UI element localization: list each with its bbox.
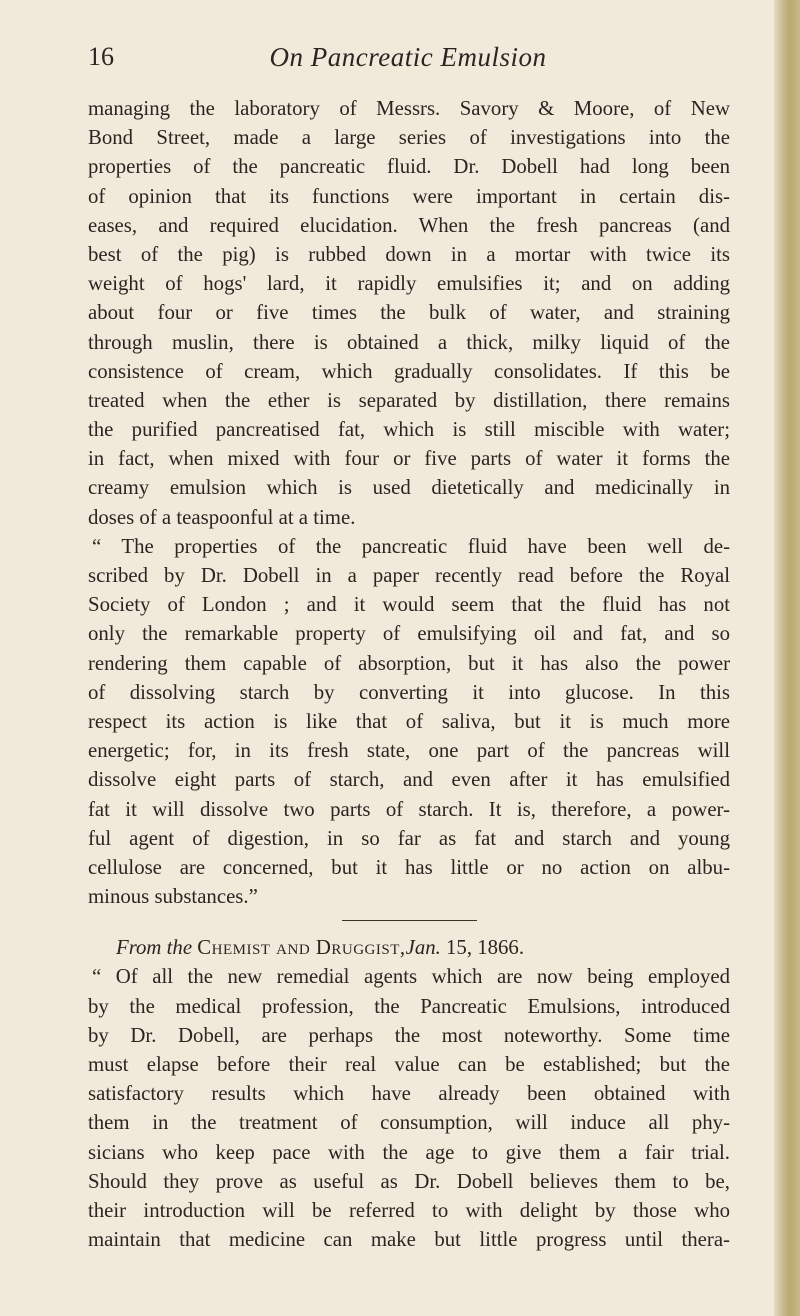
text-line: dissolve eight parts of starch, and even after it has emulsified <box>88 768 730 792</box>
text-line: maintain that medicine can make but little progress until thera- <box>88 1228 730 1252</box>
text-line: “ The properties of the pancreatic fluid have been well de- <box>92 534 730 558</box>
text-line: fat it will dissolve two parts of starch. It is, therefore, a power- <box>88 797 730 821</box>
paragraph-2 <box>88 532 730 911</box>
text-line: Bond Street, made a large series of investigations into the <box>88 126 730 150</box>
text-line: by the medical profession, the Pancreatic Emulsions, introduced <box>88 994 730 1018</box>
paragraph-1 <box>88 94 730 532</box>
text-line: consistence of cream, which gradually consolidates. If this be <box>88 359 730 383</box>
source-date: 15, 1866. <box>446 936 525 960</box>
page-edge <box>774 0 800 1316</box>
source-publication: Chemist and Druggist, <box>197 936 406 960</box>
text-line: doses of a teaspoonful at a time. <box>88 505 356 529</box>
text-line: properties of the pancreatic fluid. Dr. Dobell had long been <box>88 155 730 179</box>
text-line: satisfactory results which have already been obtained with <box>88 1082 730 1106</box>
text-line: by Dr. Dobell, are perhaps the most noteworthy. Some time <box>88 1023 730 1047</box>
page-number: 16 <box>88 42 114 71</box>
text-line: must elapse before their real value can be established; but the <box>88 1053 730 1076</box>
text-line: minous substances.” <box>88 885 258 909</box>
source-prefix: From the <box>116 936 193 960</box>
text-line: “ Of all the new remedial agents which are now being employed <box>92 965 730 989</box>
text-line: the purified pancreatised fat, which is still miscible with water; <box>88 418 730 442</box>
text-line: of opinion that its functions were important in certain dis- <box>88 184 730 208</box>
text-line: through muslin, there is obtained a thick, milky liquid of the <box>88 330 730 354</box>
page-header <box>88 42 728 82</box>
text-line: best of the pig) is rubbed down in a mortar with twice its <box>88 242 730 266</box>
source-citation <box>88 933 730 962</box>
text-line: respect its action is like that of saliva, but it is much more <box>88 709 730 733</box>
paragraph-3 <box>88 962 730 1254</box>
text-line: ful agent of digestion, in so far as fat and starch and young <box>88 826 730 850</box>
text-line: eases, and required elucidation. When the fresh pancreas (and <box>88 213 730 237</box>
text-line: of dissolving starch by converting it into glucose. In this <box>88 680 730 704</box>
text-line: them in the treatment of consumption, will induce all phy- <box>88 1111 730 1135</box>
text-line: only the remarkable property of emulsifying oil and fat, and so <box>88 622 730 646</box>
text-line: scribed by Dr. Dobell in a paper recently read before the Royal <box>88 564 730 587</box>
section-divider <box>342 920 477 921</box>
text-line: creamy emulsion which is used dietetically and medicinally in <box>88 476 730 500</box>
text-line: in fact, when mixed with four or five parts of water it forms the <box>88 447 730 471</box>
text-line: treated when the ether is separated by distillation, there remains <box>88 388 730 412</box>
text-line: cellulose are concerned, but it has little or no action on albu- <box>88 855 730 879</box>
text-line: managing the laboratory of Messrs. Savory & Moore, of New <box>88 97 730 120</box>
source-date-month: Jan. <box>405 936 441 960</box>
text-line: about four or five times the bulk of water, and straining <box>88 301 730 325</box>
text-line: Should they prove as useful as Dr. Dobell believes them to be, <box>88 1169 730 1193</box>
text-line: sicians who keep pace with the age to give them a fair trial. <box>88 1140 730 1164</box>
running-title: On Pancreatic Emulsion <box>269 42 547 72</box>
text-line: rendering them capable of absorption, but it has also the power <box>88 651 730 675</box>
text-line: energetic; for, in its fresh state, one part of the pancreas will <box>88 739 730 763</box>
body-text <box>88 94 730 1254</box>
text-line: weight of hogs' lard, it rapidly emulsifies it; and on adding <box>88 272 730 296</box>
text-line: their introduction will be referred to with delight by those who <box>88 1198 730 1222</box>
text-line: Society of London ; and it would seem that the fluid has not <box>88 593 730 617</box>
